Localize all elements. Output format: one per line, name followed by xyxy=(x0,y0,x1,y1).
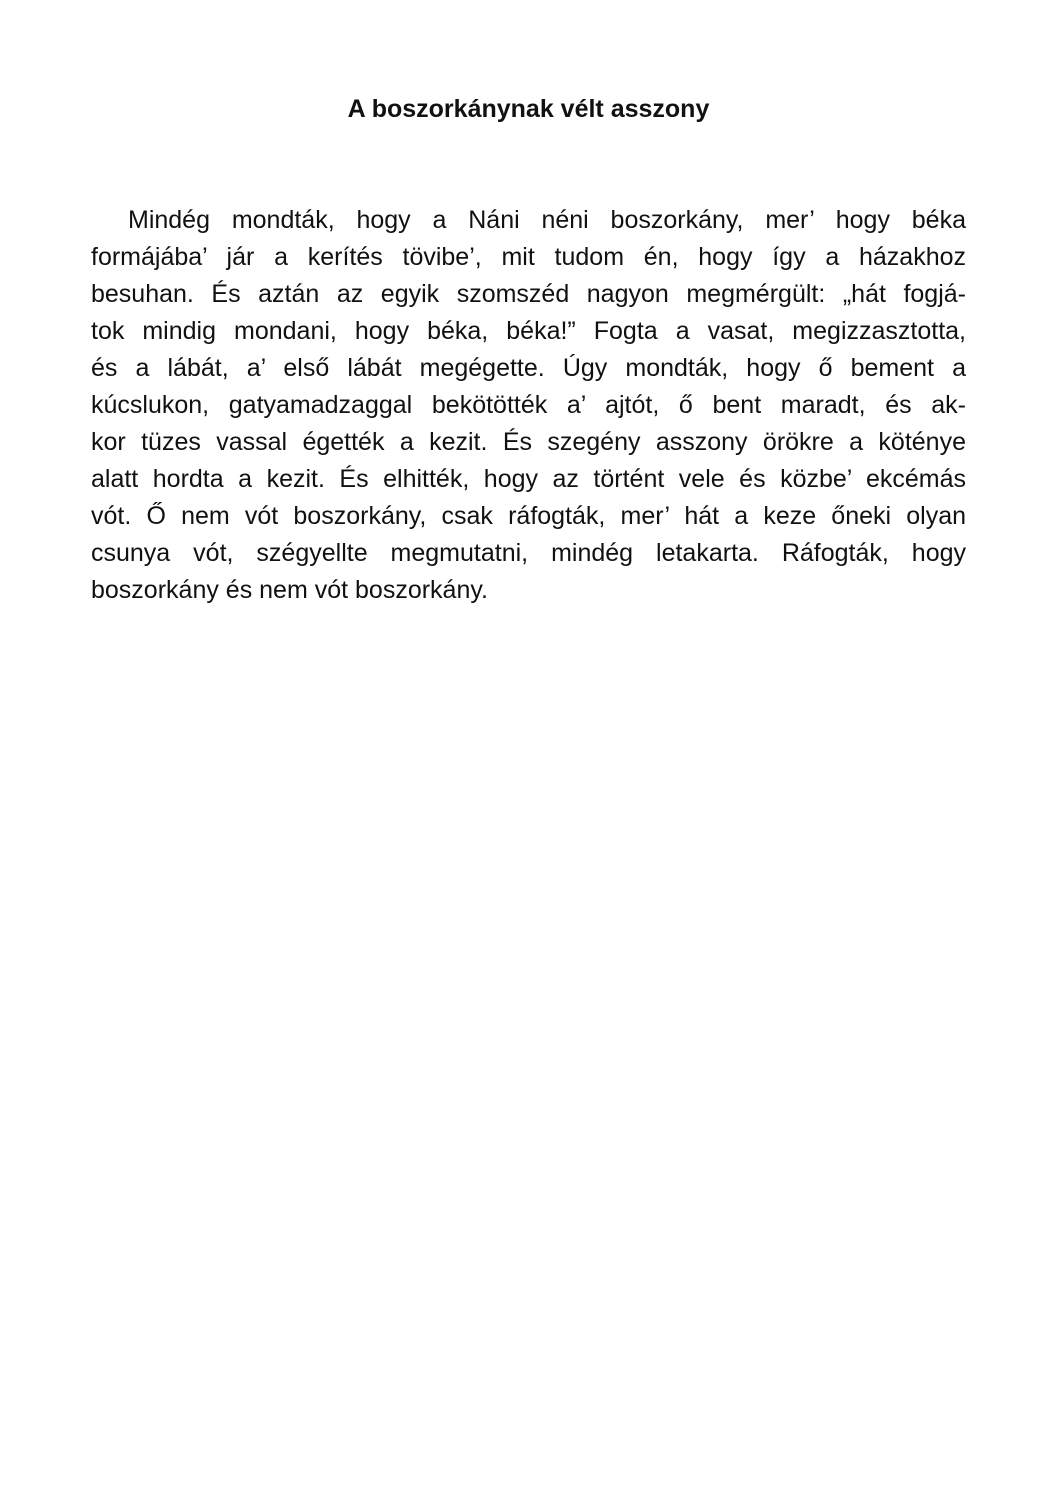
paragraph-line: formájába’ jár a kerítés tövibe’, mit tudom én, hogy így a házakhoz xyxy=(91,243,966,271)
paragraph-line: vót. Ő nem vót boszorkány, csak ráfogták, mer’ hát a keze őneki olyan xyxy=(91,502,966,530)
paragraph-line: boszorkány és nem vót boszorkány. xyxy=(91,576,488,604)
document-title: A boszorkánynak vélt asszony xyxy=(347,95,710,123)
paragraph-line: tok mindig mondani, hogy béka, béka!” Fogta a vasat, megizzasztotta, xyxy=(91,317,966,345)
paragraph-line: csunya vót, szégyellte megmutatni, mindég letakarta. Ráfogták, hogy xyxy=(91,539,966,567)
story-paragraph xyxy=(91,202,966,609)
paragraph-line: és a lábát, a’ első lábát megégette. Úgy mondták, hogy ő bement a xyxy=(91,354,966,382)
paragraph-line: kor tüzes vassal égették a kezit. És szegény asszony örökre a köténye xyxy=(91,428,966,456)
paragraph-line: besuhan. És aztán az egyik szomszéd nagyon megmérgült: „hát fogjá- xyxy=(91,280,966,308)
paragraph-line: Mindég mondták, hogy a Náni néni boszorkány, mer’ hogy béka xyxy=(128,206,966,234)
paragraph-line: alatt hordta a kezit. És elhitték, hogy az történt vele és közbe’ ekcémás xyxy=(91,465,966,493)
paragraph-line: kúcslukon, gatyamadzaggal bekötötték a’ ajtót, ő bent maradt, és ak- xyxy=(91,391,966,419)
